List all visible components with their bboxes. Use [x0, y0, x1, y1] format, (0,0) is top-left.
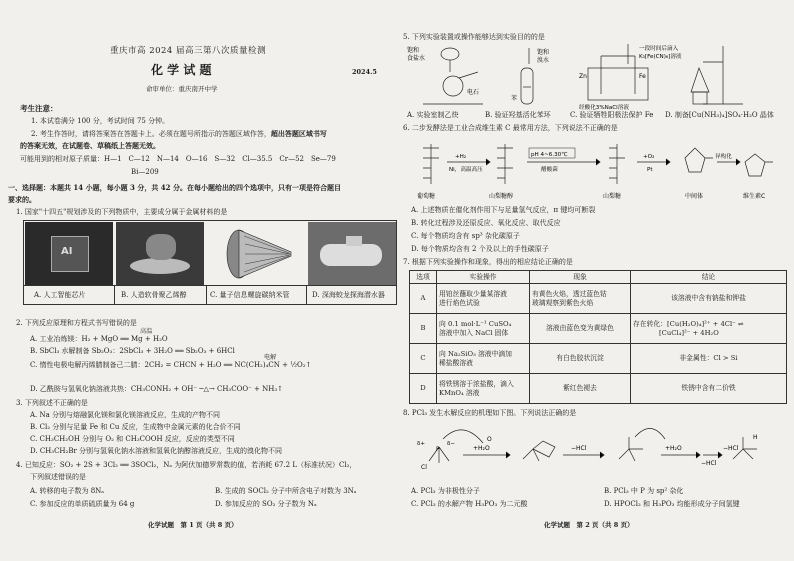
q7-row-b-option: B [410, 314, 437, 344]
carbon-nanotube-drawing [209, 222, 304, 285]
apparatus-d [691, 46, 743, 104]
notes-heading: 考生注意： [20, 104, 58, 113]
footer-left: 化学试题 第 1 页（共 8 页） [148, 521, 238, 529]
q1-stem: 1. 国家"十四五"规划涉及的下列物质中，主要成分属于金属材料的是 [16, 208, 228, 216]
q4-stem: 4. 已知反应：SO₂ + 2S + 3Cl₂ ══ 3SOCl₂，Nₐ 为阿伏加德罗常数的值，若消耗 67.2 L（标准状况）Cl₂， [16, 461, 357, 469]
q3-option-b: B. Cl₂ 分别与足量 Fe 和 Cu 反应，生成物中金属元素的化合价不同 [30, 423, 241, 431]
exam-title: 重庆市高 2024 届高三第八次质量检测 [110, 46, 267, 56]
arrow-isomer: 异构化 [715, 154, 732, 160]
section1-heading: 一、选择题：本题共 14 小题，每小题 3 分，共 42 分。在每小题给出的四个选项中，只有一项是符合题目 [8, 183, 341, 192]
compound-intermediate: 中间体 [685, 193, 704, 200]
q7-row-d-ph1: 紫红色褪去 [530, 374, 631, 404]
q3-option-a: A. Na 分别与熔融氯化镁和氯化镁溶液反应，生成的产物不同 [30, 411, 221, 419]
q7-row-d-op2: KMnO₄ 溶液 [439, 388, 480, 397]
q7-row-a-op2: 进行焰色试验 [439, 298, 480, 307]
mech-h2o-2: +H₂O [665, 445, 682, 452]
q2-c-condition: 电解 [264, 354, 277, 361]
q8-option-c: C. PCl₃ 的水解产物 H₃PO₃ 为二元酸 [411, 500, 528, 508]
q5-option-a: A. 实验室制乙炔 [407, 111, 459, 119]
section1-heading-2: 要求的。 [8, 195, 36, 204]
q3-stem: 3. 下列叙述不正确的是 [16, 399, 88, 407]
q7-row-a-option: A [410, 284, 437, 314]
mechanism-arrows [463, 452, 722, 458]
apparatus-c [588, 44, 648, 100]
q7-row-d-option: D [410, 374, 437, 404]
q7-row-a-ph1: 有黄色火焰，透过蓝色钴 [532, 290, 607, 298]
label-carbide: 电石 [467, 89, 480, 96]
q7-row-c-op1: 向 Na₂SiO₃ 溶液中滴加 [439, 350, 512, 358]
mech-h2o-1: +H₂O [473, 445, 490, 452]
q4-option-d: D. 参加反应的 SO₂ 分子数为 Nₐ [215, 500, 317, 508]
q3-option-c: C. CH₃CH₂OH 分别与 O₂ 和 CH₃COOH 反应，反应的类型不同 [30, 435, 235, 443]
q5-option-c: C. 验证牺牲阳极法保护 Fe [570, 111, 654, 119]
table-row [410, 284, 787, 314]
reaction-arrows [447, 159, 740, 165]
mech-o-atom: O [487, 436, 492, 443]
atomic-masses-2: Bi—209 [131, 168, 159, 176]
q5-option-d: D. 制备[Cu(NH₃)₄]SO₄·H₂O 晶体 [665, 111, 774, 119]
q1-option-d: D. 深海蛟龙探海潜水器 [312, 291, 385, 299]
q7-row-c-ph1: 有白色胶状沉淀 [530, 344, 631, 374]
label-bromine-water: 溴水 [537, 57, 550, 64]
q7-row-c-option: C [410, 344, 437, 374]
q3-option-d: D. CH₃CH₂Br 分别与氢氧化钠水溶液和氢氧化钠醇溶液反应，生成的溴化物不同 [30, 447, 283, 455]
note-1: 1. 本试卷满分 100 分，考试时间 75 分钟。 [31, 117, 170, 125]
mech-hcl-1: −HCl [571, 445, 587, 452]
note-3: 的答案无效，在试题卷、草稿纸上答题无效。 [20, 141, 160, 150]
q7-row-a-conclusion: 该溶液中含有钠盐和钾盐 [631, 284, 787, 314]
q7-row-b-op2: 溶液中加入 NaCl 固体 [439, 328, 509, 337]
mech-cl-atom: Cl [421, 464, 427, 471]
compound-sorbose: 山梨糖 [603, 193, 622, 200]
arrow-ph: pH 4~6.30℃ [531, 152, 568, 158]
q7-header-conclusion: 结论 [631, 271, 787, 284]
q5-stem: 5. 下列实验装置或操作能够达到实验目的的是 [403, 33, 545, 41]
q8-option-b: B. PCl₃ 中 P 为 sp² 杂化 [604, 487, 684, 495]
subject-title: 化 学 试 题 [151, 63, 212, 77]
q7-stem: 7. 根据下列实验操作和现象，得出的相应结论正确的是 [403, 258, 573, 266]
q7-row-a-ph2: 玻璃观察到紫色火焰 [532, 298, 594, 307]
q1-option-b: B. 人造软骨聚乙烯醇 [121, 291, 187, 299]
arrow-h2: +H₂ [455, 154, 467, 160]
mech-hcl-2: −HCl [701, 460, 717, 467]
note-2-text: 2. 考生作答时，请将答案答在答题卡上。必须在题号所指示的答题区域作答， [31, 130, 271, 138]
compound-sorbitol: 山梨糖醇 [489, 193, 514, 200]
q7-row-b-con1: 存在转化：[Cu(H₂O)₄]²⁺ + 4Cl⁻ ⇌ [633, 320, 744, 328]
q6-option-a: A. 上述物质在催化剂作用下与足量氢气反应，π 键均可断裂 [411, 206, 596, 214]
q4-option-c: C. 参加反应的单质硫质量为 64 g [30, 500, 135, 508]
q6-stem: 6. 二步发酵法是工业合成维生素 C 最常用方法，下列说法不正确的是 [403, 124, 618, 132]
label-zn: Zn [579, 73, 587, 80]
label-ferricyanide: K₃[Fe(CN)₆]溶液 [639, 54, 682, 60]
chip-label: AI [61, 246, 73, 257]
q4-stem-2: 下列叙述错误的是 [30, 473, 86, 481]
q7-row-b-ph1: 溶液由蓝色变为黄绿色 [530, 314, 631, 344]
q7-row-d-op1: 将铁锈溶于浓盐酸，滴入 [439, 380, 514, 388]
q7-table [409, 270, 787, 404]
q5-option-b: B. 验证羟基活化苯环 [485, 111, 551, 119]
atomic-masses: 可能用到的相对原子质量：H—1 C—12 N—14 O—16 S—32 Cl—35.5 Cr—52 Se—79 [20, 155, 336, 163]
q7-row-b-op1: 向 0.1 mol·L⁻¹ CuSO₄ [439, 320, 512, 328]
mech-h-atom: H [753, 434, 758, 441]
table-row [410, 374, 787, 404]
q7-header-phenomenon: 现象 [530, 271, 631, 284]
label-saturated-2: 饱和 [537, 49, 550, 56]
q6-option-d: D. 每个物质均含有 2 个及以上的手性碳原子 [411, 245, 549, 253]
arrow-ni: Ni，高温高压 [449, 167, 483, 173]
exam-date: 2024.5 [352, 68, 377, 76]
q6-scheme [403, 134, 794, 202]
label-benzene: 苯 [511, 95, 518, 102]
q2-option-b: B. SbCl₃ 水解制备 Sb₂O₃：2SbCl₃ + 3H₂O ══ Sb₂O₃ + 6HCl [30, 347, 235, 355]
table-row [410, 314, 787, 344]
submarine-photo [308, 222, 396, 285]
q1-option-c: C. 量子信息螺旋碳纳米管 [210, 291, 290, 299]
mech-delta-minus: δ− [447, 441, 455, 447]
q1-option-a: A. 人工智能芯片 [34, 291, 86, 299]
q2-a-condition: 高温 [140, 328, 153, 335]
q6-option-c: C. 每个物质均含有 sp³ 杂化碳原子 [411, 232, 520, 240]
label-drip: 一段时间后滴入 [639, 46, 679, 52]
q2-option-c: C. 惰性电极电解丙烯腈制备己二腈：2CH₂ = CHCN + H₂O ══ NC(CH₂)₄CN + ½O₂↑ [30, 361, 312, 369]
q7-row-a-op1: 用铂丝蘸取少量某溶液 [439, 290, 507, 298]
q7-row-d-conclusion: 铁锈中含有二价铁 [631, 374, 787, 404]
cartilage-photo [116, 222, 204, 285]
arrow-o2: +O₂ [643, 154, 655, 160]
mech-p-atom: P [436, 446, 440, 453]
q8-option-d: D. HPOCl₂ 和 H₃PO₃ 均能形成分子间氢键 [604, 500, 740, 508]
q4-option-a: A. 转移的电子数为 8Nₐ [30, 487, 105, 495]
mech-delta-plus: δ+ [417, 441, 425, 447]
q7-row-b-con2: [CuCl₄]²⁻ + 4H₂O [659, 328, 719, 337]
q7-row-c-op2: 稀盐酸溶液 [439, 358, 473, 367]
note-2-bold: 超出答题区域书写 [270, 129, 327, 138]
q7-row-c-conclusion: 非金属性：Cl > Si [631, 344, 787, 374]
q8-mechanism [403, 419, 794, 483]
q7-header-row [410, 271, 787, 284]
q1-figure [23, 220, 397, 305]
note-2 [31, 129, 327, 139]
q7-header-option: 选项 [410, 271, 437, 284]
setter: 命审单位：重庆南开中学 [146, 85, 218, 93]
page-right [397, 0, 794, 561]
q2-stem: 2. 下列反应原理和方程式书写错误的是 [16, 319, 137, 327]
q8-stem: 8. PCl₃ 发生水解反应的机理如下图。下列说法正确的是 [403, 409, 577, 417]
mech-hcl-3: −HCl [723, 445, 739, 452]
compound-vitamin-c: 维生素C [743, 193, 766, 200]
label-nacl: 经酸化3%NaCl溶液 [579, 105, 629, 111]
ai-chip-photo [25, 222, 113, 285]
footer-right: 化学试题 第 2 页（共 8 页） [544, 521, 634, 529]
label-fe: Fe [639, 73, 646, 80]
q5-apparatus [403, 42, 794, 112]
q6-option-b: B. 转化过程涉及还原反应、氧化反应、取代反应 [411, 219, 561, 227]
arrow-bacteria: 醋酸菌 [541, 167, 558, 173]
q8-option-a: A. PCl₃ 为非极性分子 [411, 487, 480, 495]
q2-option-a: A. 工业冶炼镁：H₂ + MgO ══ Mg + H₂O [30, 335, 168, 343]
apparatus-b [521, 48, 533, 104]
arrow-pt: Pt [647, 167, 653, 173]
nanotube-svg [209, 222, 304, 285]
table-row [410, 344, 787, 374]
label-brine: 食盐水 [407, 55, 426, 62]
q4-option-b: B. 生成的 SOCl₂ 分子中所含电子对数为 3Nₐ [215, 487, 357, 495]
q7-header-operation: 实验操作 [437, 271, 530, 284]
q2-option-d: D. 乙酰胺与氢氧化钠溶液共热：CH₃CONH₂ + OH⁻ ─△→ CH₃COO⁻ + NH₃↑ [30, 385, 283, 393]
label-saturated: 饱和 [407, 47, 420, 54]
compound-glucose: 葡萄糖 [417, 193, 436, 200]
